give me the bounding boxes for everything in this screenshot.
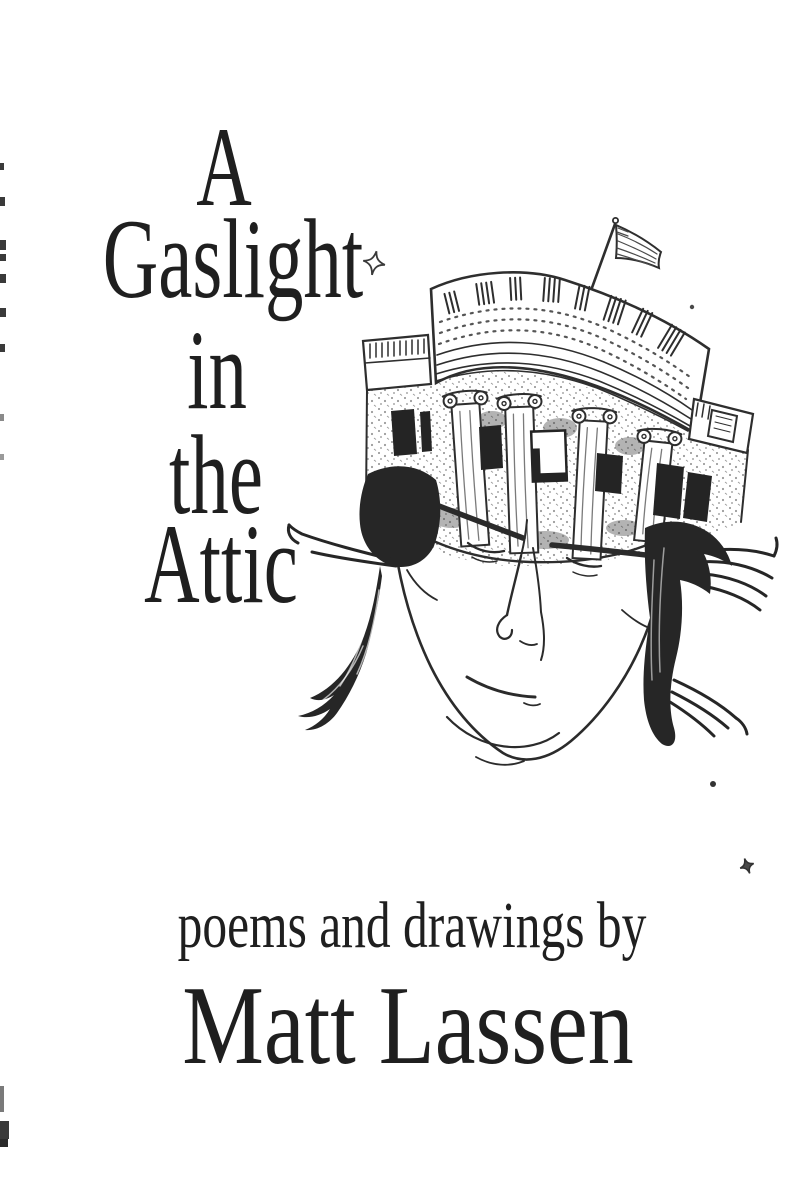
title-line-5: Attic [144,502,298,627]
sparkle-star-icon [361,249,388,277]
double-chin-line [447,717,559,747]
title-line-4: the [169,413,263,538]
ink-speck [710,781,716,787]
byline-text: poems and drawings by [177,889,647,962]
author-name: Matt Lassen [182,964,634,1088]
flag-icon [589,218,661,296]
title-line-2: Gaslight [102,197,364,322]
title-line-1: A [196,105,252,230]
hair-right [643,522,777,746]
ink-speck [690,305,694,309]
framed-window [531,430,567,481]
title-line-3: in [187,308,247,433]
hair-left [288,466,440,730]
small-star-icon [738,856,756,875]
mouth [467,677,535,697]
cover-illustration [270,200,801,890]
